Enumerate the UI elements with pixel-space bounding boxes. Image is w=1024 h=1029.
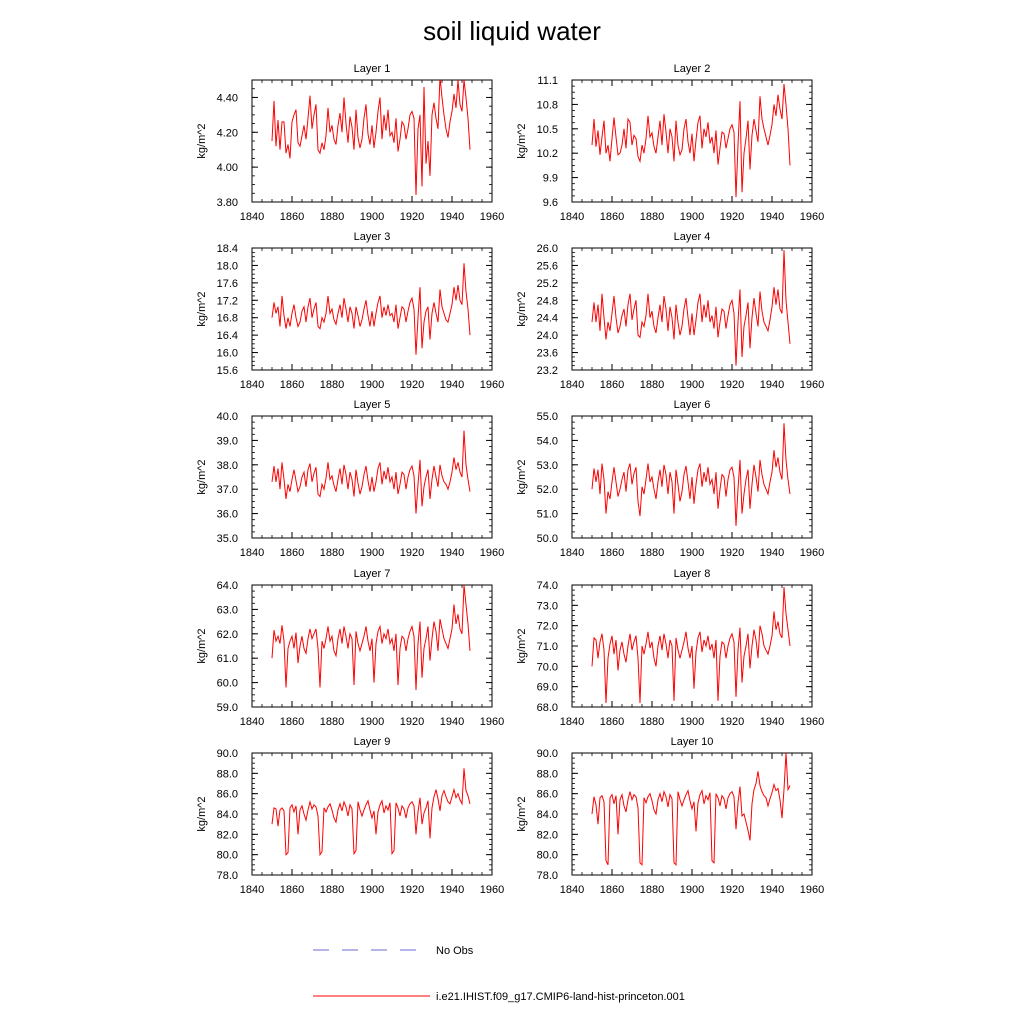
- y-tick-label: 62.0: [216, 628, 238, 641]
- y-tick-label: 78.0: [536, 870, 558, 882]
- y-tick-label: 11.1: [537, 75, 558, 87]
- x-tick-label: 1960: [799, 547, 825, 559]
- y-axis-label: kg/m^2: [196, 628, 208, 664]
- y-tick-label: 84.0: [216, 809, 238, 821]
- y-tick-label: 86.0: [536, 788, 558, 801]
- x-tick-label: 1920: [399, 884, 425, 896]
- x-tick-label: 1940: [439, 379, 465, 391]
- x-tick-label: 1860: [599, 547, 625, 559]
- x-tick-label: 1940: [439, 547, 465, 559]
- x-tick-label: 1920: [399, 547, 425, 559]
- x-tick-label: 1900: [359, 379, 385, 391]
- y-tick-label: 73.0: [536, 600, 558, 613]
- y-tick-label: 61.0: [216, 653, 238, 666]
- legend: [313, 945, 685, 1003]
- x-tick-label: 1900: [359, 211, 385, 223]
- series-line: [592, 250, 790, 365]
- y-tick-label: 64.0: [216, 580, 238, 592]
- series-line: [272, 77, 470, 196]
- x-tick-label: 1880: [319, 211, 345, 223]
- y-tick-label: 4.40: [216, 92, 238, 105]
- series-line: [272, 263, 470, 355]
- y-tick-label: 17.6: [216, 277, 238, 290]
- y-axis-label: kg/m^2: [516, 796, 528, 832]
- x-tick-label: 1840: [239, 211, 265, 223]
- x-tick-label: 1880: [319, 547, 345, 559]
- y-tick-label: 17.2: [216, 295, 238, 308]
- plot-frame: [252, 80, 492, 202]
- series-line: [592, 84, 790, 197]
- panel-title: Layer 8: [673, 568, 711, 580]
- y-tick-label: 35.0: [216, 533, 238, 545]
- y-tick-label: 18.4: [216, 243, 238, 255]
- y-axis-label: kg/m^2: [516, 459, 528, 495]
- x-tick-label: 1960: [479, 716, 505, 728]
- x-tick-label: 1960: [799, 716, 825, 728]
- panel-title: Layer 2: [673, 63, 711, 75]
- x-tick-label: 1840: [559, 547, 585, 559]
- plot-frame: [252, 248, 492, 370]
- y-tick-label: 3.80: [216, 197, 238, 209]
- panel-layer-9: [196, 736, 504, 896]
- y-tick-label: 4.20: [216, 127, 238, 140]
- panel-title: Layer 3: [353, 231, 391, 243]
- y-tick-label: 88.0: [536, 768, 558, 781]
- x-tick-label: 1860: [599, 379, 625, 391]
- y-axis-label: kg/m^2: [516, 123, 528, 159]
- x-tick-label: 1960: [799, 379, 825, 391]
- y-tick-label: 10.8: [536, 99, 558, 112]
- panel-layer-8: [516, 568, 824, 728]
- x-tick-label: 1960: [799, 884, 825, 896]
- y-tick-label: 23.2: [536, 365, 558, 377]
- y-axis-label: kg/m^2: [516, 628, 528, 664]
- series-line: [272, 431, 470, 514]
- x-tick-label: 1880: [319, 379, 345, 391]
- x-tick-label: 1840: [239, 379, 265, 391]
- y-tick-label: 60.0: [216, 677, 238, 690]
- x-tick-label: 1860: [279, 547, 305, 559]
- y-tick-label: 15.6: [216, 365, 238, 377]
- y-tick-label: 59.0: [216, 702, 238, 714]
- x-tick-label: 1860: [279, 211, 305, 223]
- y-tick-label: 23.6: [536, 347, 558, 360]
- y-tick-label: 38.0: [216, 459, 238, 472]
- x-tick-label: 1840: [239, 884, 265, 896]
- y-tick-label: 40.0: [216, 411, 238, 423]
- x-tick-label: 1940: [759, 379, 785, 391]
- panel-layer-6: [516, 399, 824, 559]
- x-tick-label: 1840: [239, 716, 265, 728]
- x-tick-label: 1900: [679, 379, 705, 391]
- x-tick-label: 1880: [639, 547, 665, 559]
- panel-layer-2: [516, 63, 824, 223]
- x-tick-label: 1920: [719, 211, 745, 223]
- y-tick-label: 37.0: [216, 484, 238, 497]
- y-tick-label: 9.6: [542, 197, 558, 209]
- panel-layer-5: [196, 399, 504, 559]
- x-tick-label: 1880: [639, 211, 665, 223]
- y-tick-label: 39.0: [216, 435, 238, 448]
- x-tick-label: 1900: [359, 716, 385, 728]
- y-axis-label: kg/m^2: [196, 291, 208, 327]
- x-tick-label: 1900: [359, 547, 385, 559]
- y-tick-label: 36.0: [216, 508, 238, 521]
- y-tick-label: 52.0: [536, 484, 558, 497]
- panel-title: Layer 7: [353, 568, 391, 580]
- x-tick-label: 1880: [319, 884, 345, 896]
- x-tick-label: 1900: [679, 211, 705, 223]
- x-tick-label: 1920: [399, 379, 425, 391]
- x-tick-label: 1940: [759, 547, 785, 559]
- x-tick-label: 1940: [439, 884, 465, 896]
- y-tick-label: 24.0: [536, 330, 558, 343]
- x-tick-label: 1860: [279, 716, 305, 728]
- legend-obs-label: No Obs: [436, 945, 474, 957]
- y-tick-label: 16.8: [216, 312, 238, 325]
- series-line: [592, 587, 790, 703]
- x-tick-label: 1860: [599, 884, 625, 896]
- x-tick-label: 1880: [319, 716, 345, 728]
- panel-title: Layer 5: [353, 399, 391, 411]
- y-tick-label: 80.0: [536, 849, 558, 862]
- x-tick-label: 1960: [479, 211, 505, 223]
- y-tick-label: 4.00: [216, 162, 238, 175]
- x-tick-label: 1840: [559, 716, 585, 728]
- y-tick-label: 54.0: [536, 435, 558, 448]
- x-tick-label: 1840: [559, 884, 585, 896]
- plot-frame: [572, 80, 812, 202]
- x-tick-label: 1940: [759, 716, 785, 728]
- x-tick-label: 1900: [359, 884, 385, 896]
- panel-title: Layer 1: [353, 63, 391, 75]
- panel-layer-3: [196, 231, 504, 391]
- y-tick-label: 90.0: [216, 748, 238, 760]
- x-tick-label: 1840: [239, 547, 265, 559]
- x-tick-label: 1940: [439, 211, 465, 223]
- y-tick-label: 10.2: [536, 148, 558, 161]
- y-axis-label: kg/m^2: [196, 123, 208, 159]
- x-tick-label: 1900: [679, 716, 705, 728]
- y-tick-label: 84.0: [536, 809, 558, 821]
- y-tick-label: 24.4: [536, 312, 558, 325]
- x-tick-label: 1940: [759, 211, 785, 223]
- x-tick-label: 1860: [599, 716, 625, 728]
- y-tick-label: 72.0: [536, 620, 558, 633]
- y-tick-label: 53.0: [536, 459, 558, 472]
- x-tick-label: 1900: [679, 547, 705, 559]
- x-tick-label: 1920: [399, 211, 425, 223]
- y-tick-label: 74.0: [536, 580, 558, 592]
- y-tick-label: 10.5: [536, 123, 558, 136]
- y-tick-label: 16.4: [216, 330, 238, 343]
- y-axis-label: kg/m^2: [516, 291, 528, 327]
- y-tick-label: 26.0: [536, 243, 558, 255]
- y-tick-label: 55.0: [536, 411, 558, 423]
- panel-layer-10: [516, 736, 824, 896]
- figure-title: soil liquid water: [423, 16, 601, 46]
- x-tick-label: 1840: [559, 379, 585, 391]
- x-tick-label: 1920: [719, 716, 745, 728]
- y-tick-label: 25.2: [536, 277, 558, 290]
- x-tick-label: 1860: [279, 379, 305, 391]
- x-tick-label: 1960: [479, 884, 505, 896]
- x-tick-label: 1840: [559, 211, 585, 223]
- x-tick-label: 1880: [639, 379, 665, 391]
- plot-frame: [572, 248, 812, 370]
- y-tick-label: 86.0: [216, 788, 238, 801]
- x-tick-label: 1900: [679, 884, 705, 896]
- panel-title: Layer 4: [673, 231, 711, 243]
- panel-layer-7: [196, 568, 504, 728]
- x-tick-label: 1960: [479, 379, 505, 391]
- x-tick-label: 1920: [399, 716, 425, 728]
- y-tick-label: 51.0: [536, 508, 558, 521]
- y-tick-label: 50.0: [536, 533, 558, 545]
- y-tick-label: 16.0: [216, 347, 238, 360]
- panel-grid: [196, 63, 824, 896]
- y-tick-label: 18.0: [216, 260, 238, 273]
- legend-model-label: i.e21.IHIST.f09_g17.CMIP6-land-hist-princeton.001: [436, 991, 685, 1003]
- x-tick-label: 1860: [599, 211, 625, 223]
- panel-title: Layer 9: [353, 736, 391, 748]
- series-line: [592, 423, 790, 525]
- y-tick-label: 90.0: [536, 748, 558, 760]
- series-line: [272, 768, 470, 854]
- y-tick-label: 68.0: [536, 702, 558, 714]
- panel-title: Layer 6: [673, 399, 711, 411]
- x-tick-label: 1940: [439, 716, 465, 728]
- y-tick-label: 63.0: [216, 604, 238, 617]
- plot-frame: [252, 753, 492, 875]
- panel-layer-4: [516, 231, 824, 391]
- y-tick-label: 82.0: [536, 829, 558, 842]
- y-tick-label: 80.0: [216, 849, 238, 862]
- y-tick-label: 9.9: [542, 172, 558, 185]
- x-tick-label: 1920: [719, 547, 745, 559]
- x-tick-label: 1940: [759, 884, 785, 896]
- x-tick-label: 1860: [279, 884, 305, 896]
- y-axis-label: kg/m^2: [196, 796, 208, 832]
- series-line: [272, 585, 470, 690]
- y-tick-label: 78.0: [216, 870, 238, 882]
- y-tick-label: 24.8: [536, 295, 558, 308]
- y-axis-label: kg/m^2: [196, 459, 208, 495]
- panel-layer-1: [196, 63, 504, 223]
- x-tick-label: 1920: [719, 884, 745, 896]
- x-tick-label: 1880: [639, 716, 665, 728]
- x-tick-label: 1960: [799, 211, 825, 223]
- series-line: [592, 753, 790, 865]
- y-tick-label: 69.0: [536, 681, 558, 694]
- y-tick-label: 82.0: [216, 829, 238, 842]
- x-tick-label: 1920: [719, 379, 745, 391]
- y-tick-label: 88.0: [216, 768, 238, 781]
- y-tick-label: 25.6: [536, 260, 558, 273]
- x-tick-label: 1880: [639, 884, 665, 896]
- y-tick-label: 70.0: [536, 661, 558, 674]
- x-tick-label: 1960: [479, 547, 505, 559]
- y-tick-label: 71.0: [536, 641, 558, 653]
- panel-title: Layer 10: [670, 736, 714, 748]
